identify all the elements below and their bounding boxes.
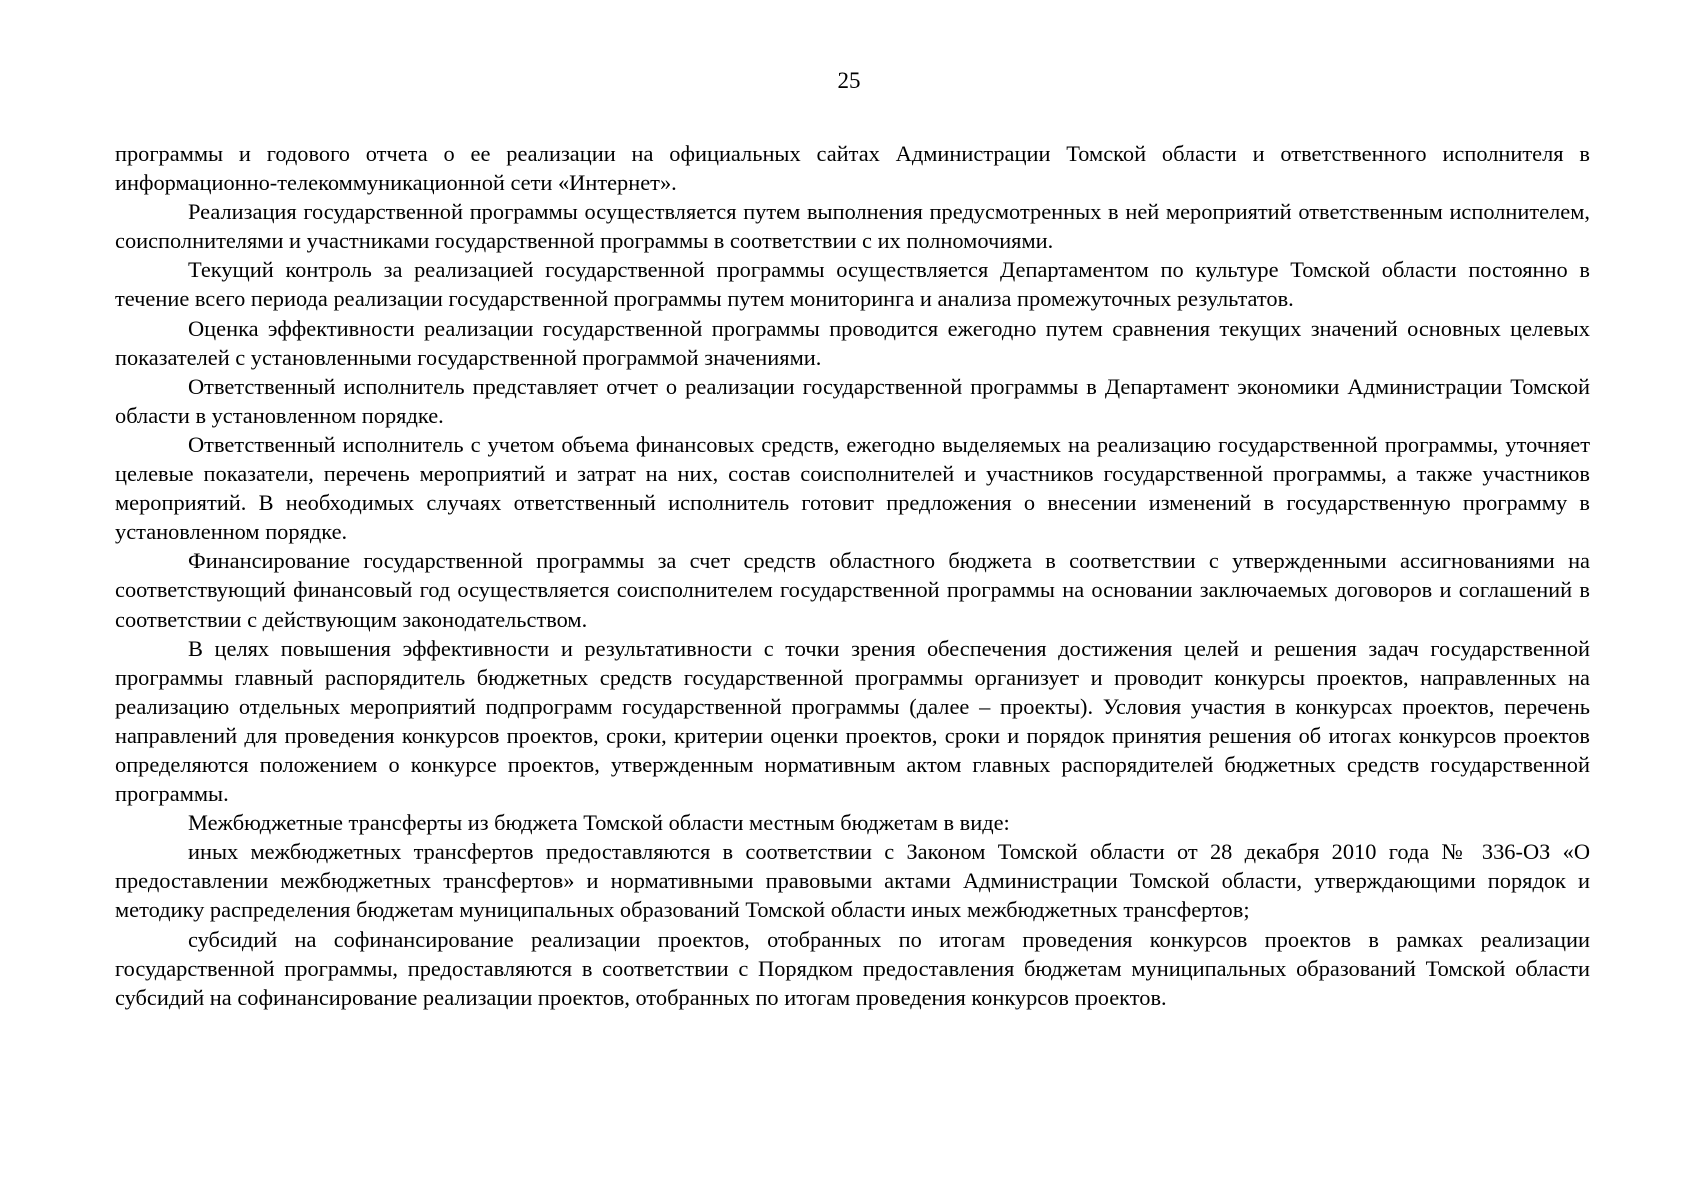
- document-body: [115, 139, 1590, 1012]
- paragraph: Ответственный исполнитель представляет отчет о реализации государственной программы в Департамент экономики Администрации Томской области в установленном порядке.: [115, 373, 1590, 428]
- paragraph: иных межбюджетных трансфертов предоставляются в соответствии с Законом Томской области от 28 декабря 2010 года № 336-ОЗ «О предоставлении межбюджетных трансфертов» и нормативными правовыми актами Администрации Томской области, утверждающими порядок и методику распределения бюджетам муниципальных образований Томской области иных межбюджетных трансфертов;: [115, 839, 1590, 923]
- paragraph: Межбюджетные трансферты из бюджета Томской области местным бюджетам в виде:: [188, 810, 1010, 836]
- paragraph: В целях повышения эффективности и результативности с точки зрения обеспечения достижения целей и решения задач государственной программы главный распорядитель бюджетных средств государственной программы организует и проводит конкурсы проектов, направленных на реализацию отдельных мероприятий подпрограмм государственной программы (далее – проекты). Условия участия в конкурсах проектов, перечень направлений для проведения конкурсов проектов, сроки, критерии оценки проектов, сроки и порядок принятия решения об итогах конкурсов проектов определяются положением о конкурсе проектов, утвержденным нормативным актом главных распорядителей бюджетных средств государственной программы.: [115, 635, 1590, 807]
- paragraph: субсидий на софинансирование реализации проектов, отобранных по итогам проведения конкурсов проектов в рамках реализации государственной программы, предоставляются в соответствии с Порядком предоставления бюджетам муниципальных образований Томской области субсидий на софинансирование реализации проектов, отобранных по итогам проведения конкурсов проектов.: [115, 926, 1590, 1010]
- paragraph: Реализация государственной программы осуществляется путем выполнения предусмотренных в ней мероприятий ответственным исполнителем, соисполнителями и участниками государственной программы в соответствии с их полномочиями.: [115, 199, 1590, 254]
- paragraph: Ответственный исполнитель с учетом объема финансовых средств, ежегодно выделяемых на реализацию государственной программы, уточняет целевые показатели, перечень мероприятий и затрат на них, состав соисполнителей и участников государственной программы, а также участников мероприятий. В необходимых случаях ответственный исполнитель готовит предложения о внесении изменений в государственную программу в установленном порядке.: [115, 431, 1590, 545]
- paragraph: Оценка эффективности реализации государственной программы проводится ежегодно путем сравнения текущих значений основных целевых показателей с установленными государственной программой значениями.: [115, 315, 1590, 370]
- paragraph: Текущий контроль за реализацией государственной программы осуществляется Департаментом по культуре Томской области постоянно в течение всего периода реализации государственной программы путем мониторинга и анализа промежуточных результатов.: [115, 257, 1590, 312]
- paragraph-continuation: программы и годового отчета о ее реализации на официальных сайтах Администрации Томской области и ответственного исполнителя в информационно-телекоммуникационной сети «Интернет».: [115, 141, 1590, 196]
- paragraph: Финансирование государственной программы за счет средств областного бюджета в соответствии с утвержденными ассигнованиями на соответствующий финансовый год осуществляется соисполнителем государственной программы на основании заключаемых договоров и соглашений в соответствии с действующим законодательством.: [115, 548, 1590, 632]
- page-number: 25: [837, 68, 861, 93]
